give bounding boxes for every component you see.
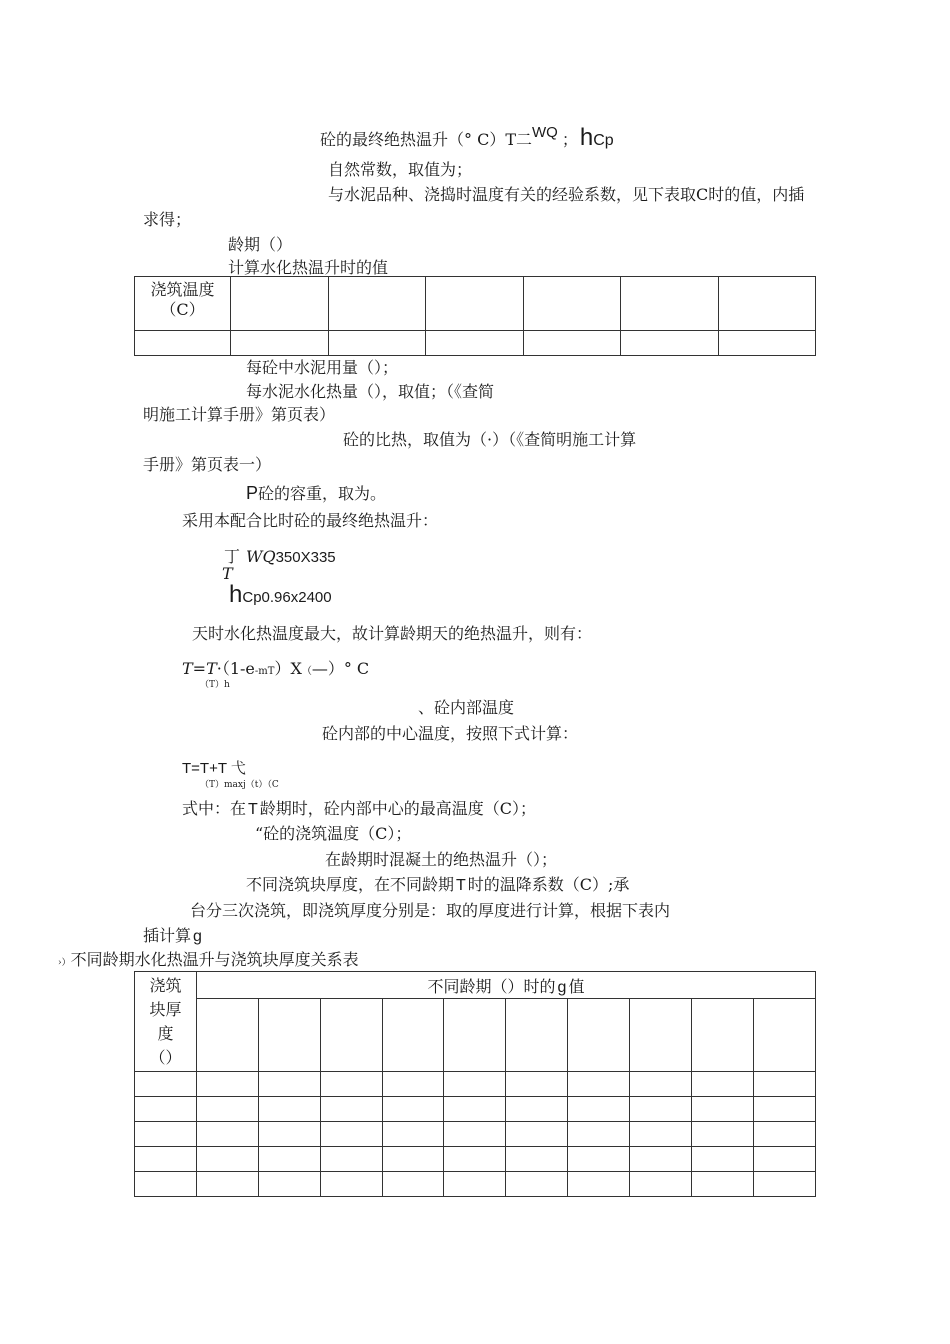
- table-cell: [691, 1172, 753, 1197]
- table-header-line: 浇筑: [149, 976, 182, 995]
- text-part: 不同浇筑块厚度，在不同龄期: [246, 875, 455, 894]
- table-cell: [135, 1122, 197, 1147]
- table-cell: [258, 1072, 320, 1097]
- text-line: 砼内部的中心温度，按照下式计算：: [322, 724, 579, 743]
- table-cell: [426, 277, 524, 331]
- text-line: 自然常数，取值为；: [328, 160, 473, 179]
- table-cell: [382, 1147, 444, 1172]
- formula-2-c: -mT: [254, 666, 275, 677]
- table-cell: [523, 331, 621, 356]
- table-cell: [753, 1072, 815, 1097]
- table-cell: [197, 1097, 259, 1122]
- table-cell: [258, 1172, 320, 1197]
- table-cell: [135, 1097, 197, 1122]
- table-cell: [568, 1097, 630, 1122]
- table-cell: [444, 1072, 506, 1097]
- calc-h: h: [229, 581, 243, 608]
- text-line: 求得；: [143, 210, 192, 229]
- table-cell: [135, 1147, 197, 1172]
- text-part: 式中：在: [182, 799, 247, 818]
- formula-2: [182, 659, 369, 678]
- top-formula-label: 砼的最终绝热温升（° C）T二: [320, 130, 533, 149]
- table-cell: [691, 1147, 753, 1172]
- table-cell: [444, 1172, 506, 1197]
- table-cell: [691, 1072, 753, 1097]
- text-line: [143, 926, 202, 946]
- text-line: 台分三次浇筑，即浇筑厚度分别是：取的厚度进行计算，根据下表内: [190, 901, 671, 920]
- formula-2-subscript: （T）h: [200, 680, 230, 690]
- text-line: 每砼中水泥用量（）；: [246, 358, 399, 377]
- span-header-g: g: [557, 978, 567, 996]
- table-cell: [718, 277, 816, 331]
- table-cell: [506, 1147, 568, 1172]
- span-header-text: 值: [568, 976, 585, 996]
- table-cell: [506, 999, 568, 1072]
- text-line: 天时水化热温度最大，故计算龄期天的绝热温升，则有：: [192, 624, 593, 643]
- table-cell: [629, 1172, 691, 1197]
- table-cell: [197, 1122, 259, 1147]
- text-part: 时的温降系数（C）;承: [467, 875, 630, 894]
- table-caption: [58, 950, 359, 969]
- text-line: [182, 799, 536, 819]
- table-row: [135, 1097, 816, 1122]
- formula-2-b: ·（1-e: [216, 659, 255, 678]
- table-cell: [629, 999, 691, 1072]
- text-line: [246, 875, 629, 895]
- table-cell: [506, 1122, 568, 1147]
- calc-numerator: 350X335: [275, 549, 336, 566]
- table-cell: [382, 1097, 444, 1122]
- formula-2-d: ）X: [274, 659, 302, 678]
- formula-2-f: —）° C: [311, 659, 370, 678]
- table-cell: [629, 1147, 691, 1172]
- table-cell: [691, 1097, 753, 1122]
- table-cell: [258, 1122, 320, 1147]
- table-cell: [382, 1172, 444, 1197]
- table-cell: [568, 1147, 630, 1172]
- table-cell: [629, 1072, 691, 1097]
- table-row: [135, 1122, 816, 1147]
- pouring-temperature-table: [134, 276, 816, 356]
- formula-3-subscript: （T）maxj（t）（C: [200, 780, 279, 790]
- table-cell: [444, 1122, 506, 1147]
- table-cell: [506, 1097, 568, 1122]
- table-cell: [753, 1147, 815, 1172]
- table-cell: [444, 1147, 506, 1172]
- text-line: 龄期（）: [228, 235, 293, 254]
- table-header-line: （）: [149, 1048, 182, 1067]
- table-cell: [135, 331, 231, 356]
- rho-symbol: P: [246, 483, 259, 503]
- table-cell: [258, 999, 320, 1072]
- table-cell: [197, 1072, 259, 1097]
- table-cell: [197, 999, 259, 1072]
- top-formula: [320, 124, 614, 153]
- table-cell: [320, 1122, 382, 1147]
- table-cell: [231, 277, 329, 331]
- caption-mark: ›）: [58, 958, 71, 968]
- text-part: T: [248, 801, 258, 818]
- table-row: [135, 1072, 816, 1097]
- table-cell: [135, 1072, 197, 1097]
- table-header-line: 块厚: [149, 1000, 182, 1019]
- table-cell: [135, 1172, 197, 1197]
- table-cell: [382, 1122, 444, 1147]
- table-cell: [444, 1097, 506, 1122]
- text-line: “砼的浇筑温度（C）；: [255, 824, 412, 843]
- formula-3: T=T+T 弋: [182, 760, 246, 777]
- text-part: 插计算: [143, 926, 192, 945]
- table-cell: [506, 1172, 568, 1197]
- table-body: [135, 1072, 816, 1197]
- table-cell: [568, 1172, 630, 1197]
- table-cell: [523, 277, 621, 331]
- table-cell: [753, 1122, 815, 1147]
- table-cell: [621, 331, 719, 356]
- text-line: 采用本配合比时砼的最终绝热温升：: [182, 511, 439, 530]
- table-cell: [320, 1147, 382, 1172]
- text-line: 手册》第页表一）: [143, 455, 272, 474]
- calc-line-2: T: [222, 564, 233, 583]
- table-cell: [718, 331, 816, 356]
- table-cell: [320, 1172, 382, 1197]
- density-text: 砼的容重，取为。: [258, 484, 387, 503]
- table-cell: [568, 1122, 630, 1147]
- table-cell: [197, 1172, 259, 1197]
- text-line: [246, 483, 386, 505]
- calc-cp: Cp: [242, 589, 262, 606]
- table-cell: [506, 1072, 568, 1097]
- text-line: 在龄期时混凝土的绝热温升（）；: [325, 850, 558, 869]
- top-formula-sep: ；: [561, 130, 578, 149]
- table-span-header: [197, 972, 816, 999]
- table-cell: [568, 999, 630, 1072]
- table-cell: [629, 1097, 691, 1122]
- table-cell: [382, 1072, 444, 1097]
- table-cell: [258, 1097, 320, 1122]
- text-part: T: [456, 877, 466, 894]
- formula-2-e: （: [301, 666, 312, 677]
- top-formula-cp: Cp: [593, 132, 614, 149]
- table-cell: [328, 277, 426, 331]
- text-line: 明施工计算手册》第页表）: [143, 405, 336, 424]
- table-cell: [621, 277, 719, 331]
- table-cell: [444, 999, 506, 1072]
- table-cell: [320, 1097, 382, 1122]
- calc-denominator: 0.96x2400: [261, 589, 332, 606]
- age-thickness-table: [134, 971, 816, 1197]
- table-cell: [753, 999, 815, 1072]
- span-header-text: 不同龄期（）时的: [427, 976, 556, 996]
- table-cell: [320, 999, 382, 1072]
- table-cell: [382, 999, 444, 1072]
- table-row: [135, 1172, 816, 1197]
- table-cell: [568, 1072, 630, 1097]
- text-line: 计算水化热温升时的值: [228, 258, 389, 277]
- formula-2-a: T=T: [182, 659, 217, 678]
- table-cell: [320, 1072, 382, 1097]
- calc-line-1: [224, 547, 336, 567]
- table-cell: [691, 1122, 753, 1147]
- table-cell: [328, 331, 426, 356]
- table-cell: [231, 331, 329, 356]
- text-part: g: [193, 928, 202, 945]
- text-part: 龄期时，砼内部中心的最高温度（C）；: [259, 799, 537, 818]
- table-header-line: 浇筑温度: [150, 280, 215, 299]
- table-cell: [629, 1122, 691, 1147]
- caption-text: 不同龄期水化热温升与浇筑块厚度关系表: [70, 950, 359, 969]
- table-cell: [753, 1172, 815, 1197]
- table-cell: [691, 999, 753, 1072]
- table-header-line: （C）: [160, 300, 205, 319]
- table-cell: [258, 1147, 320, 1172]
- table-cell: [426, 331, 524, 356]
- calc-wq: WQ: [246, 547, 276, 566]
- table-header-cell: [135, 277, 231, 331]
- text-line: 砼的比热，取值为（·）（《查简明施工计算: [343, 430, 637, 449]
- text-line: 每水泥水化热量（），取值；（《查简: [246, 382, 495, 401]
- text-line: 与水泥品种、浇捣时温度有关的经验系数，见下表取C时的值，内插: [328, 185, 805, 204]
- section-heading: 、砼内部温度: [418, 698, 515, 717]
- calc-line-3: [229, 581, 332, 610]
- table-header-line: 度: [157, 1024, 174, 1043]
- table-row: [135, 1147, 816, 1172]
- table-cell: [197, 1147, 259, 1172]
- top-formula-h: h: [579, 124, 594, 151]
- calc-glyph: 丁: [224, 547, 241, 566]
- table-header-cell: [135, 972, 197, 1072]
- table-cell: [753, 1097, 815, 1122]
- top-formula-sup: WQ: [532, 124, 558, 141]
